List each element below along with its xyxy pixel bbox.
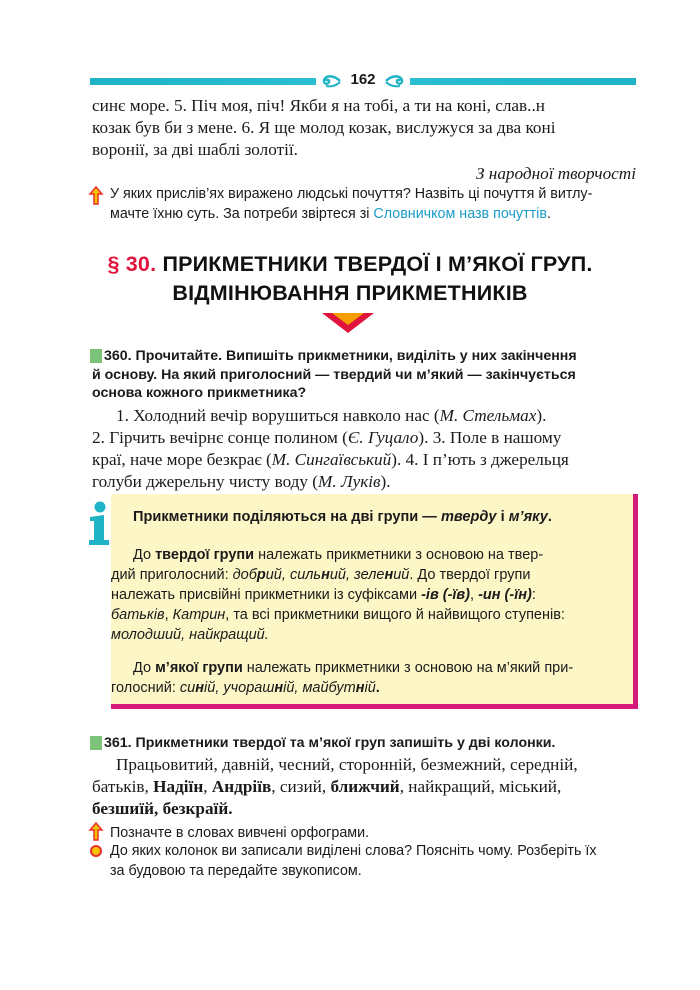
poem-line: козак був би з мене. 6. Я ще молод козак, вислужуся за два коні xyxy=(92,118,556,137)
info-icon xyxy=(84,500,112,546)
dictionary-link[interactable]: Словничком назв почуттів xyxy=(373,206,547,222)
task-arrow-icon xyxy=(88,186,106,206)
poem-line: воронії, за дві шаблі золотії. xyxy=(92,140,298,159)
poem-attribution: З народної творчості xyxy=(476,164,636,183)
page-number: 162 xyxy=(350,71,376,88)
page-number-badge xyxy=(316,70,410,92)
exercise-360-text: 1. Холодний вечір ворушиться навколо нас (М. Стельмах). 2. Гірчить вечірнє сонце полином (Є. Гуцало). 3. Поле в нашому краї, наче море безкрає (М. Сингаївський). 4. І п’ють з джерельця голуби джерельну чисту воду (М. Луків). xyxy=(92,406,569,491)
exercise-361-words: Працьовитий, давній, чесний, сторонній, безмежний, середній, батьків, Надіїн, Андріїв, сизий, ближчий, найкращий, міський, безшиїй, безкраїй. xyxy=(92,755,578,818)
info-lead: Прикметники поділяються на дві групи — тверду і м’яку. xyxy=(133,509,552,525)
poem-text xyxy=(92,95,637,161)
exercise-360-task: 360. Прочитайте. Випишіть прикметники, виділіть у них закінчення й основу. На який приголосний — твердий чи м’який — закінчується основа кожного прикметника? xyxy=(92,348,577,401)
exercise-361-task: 361. Прикметники твердої та м’якої груп запишіть у дві колонки. xyxy=(104,735,556,751)
section-title-line2: ВІДМІНЮВАННЯ ПРИКМЕТНИКІВ xyxy=(172,281,528,305)
poem-line: синє море. 5. Піч моя, піч! Якби я на тобі, а ти на коні, слав..н xyxy=(92,96,545,115)
task-dot-icon xyxy=(90,845,102,857)
question-1: У яких прислів’ях виражено людські почуття? Назвіть ці почуття й витлу- мачте їхню суть. За потреби звіртеся зі Словничком назв почуттів. xyxy=(110,186,593,222)
section-title-line1: ПРИКМЕТНИКИ ТВЕРДОЇ І М’ЯКОЇ ГРУП. xyxy=(162,252,593,276)
task-arrow-icon xyxy=(88,822,106,842)
question-3: До яких колонок ви записали виділені слова? Поясніть чому. Розберіть їх за будовою та передайте звукописом. xyxy=(110,843,597,879)
title-triangle-icon xyxy=(318,311,378,335)
info-paragraph-soft: До м’якої групи належать прикметники з основою на м’який при- голосний: синій, учорашній, майбутній. xyxy=(111,660,574,696)
page-header xyxy=(90,70,636,92)
section-title xyxy=(60,250,640,308)
section-number: § 30. xyxy=(107,252,157,276)
swirl-right-icon xyxy=(384,73,408,89)
question-2: Позначте в словах вивчені орфограми. xyxy=(110,825,370,841)
info-paragraph-hard: До твердої групи належать прикметники з основою на твер- дий приголосний: добрий, сильний, зелений. До твердої групи належать присвійні прикметники із суфіксами -ів (-їв), -ин (-їн): батьків, Катрин, та всі прикметники вищого й найвищого ступенів: молодший, найкращий. xyxy=(111,547,565,643)
